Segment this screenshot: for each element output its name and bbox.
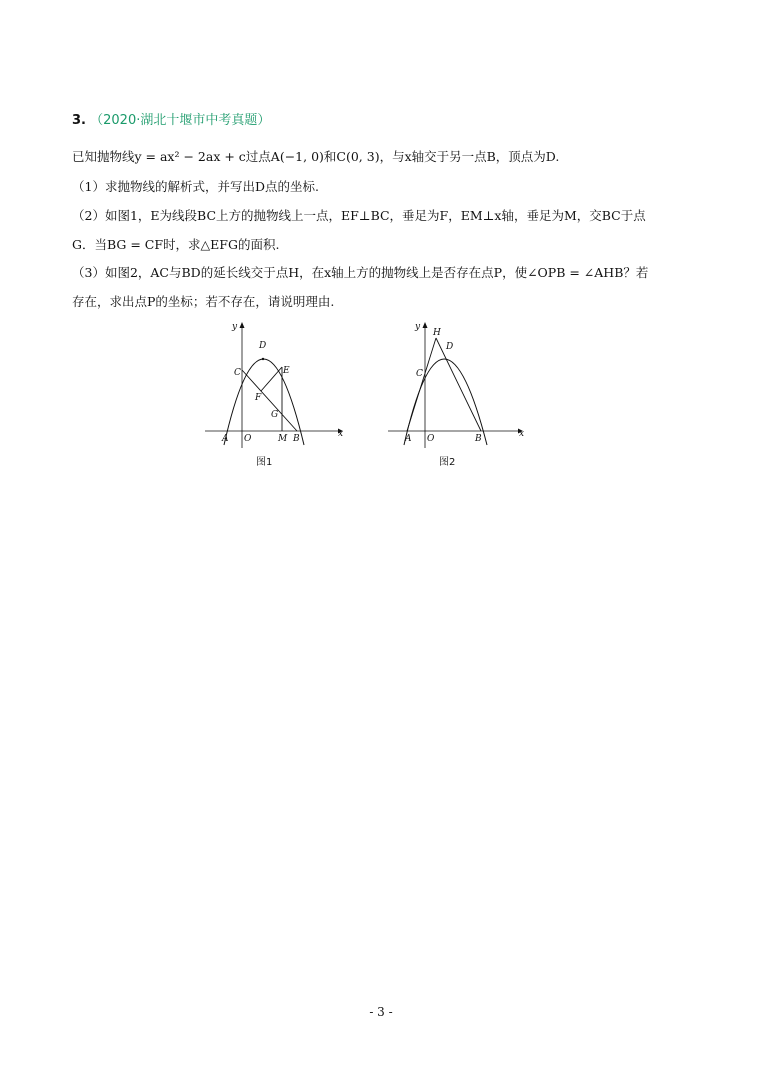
segment-ah xyxy=(407,338,436,431)
question-1: （1）求抛物线的解析式，并写出D点的坐标. xyxy=(72,179,319,194)
label-e: E xyxy=(283,366,290,376)
label-x: x xyxy=(338,429,344,439)
label-a: A xyxy=(405,434,412,444)
label-b: B xyxy=(475,434,482,444)
label-a: A xyxy=(222,434,229,444)
label-o: O xyxy=(244,434,252,444)
label-c: C xyxy=(234,368,241,378)
y-axis-arrow xyxy=(423,322,428,328)
label-x: x xyxy=(519,429,525,439)
page-number: - 3 - xyxy=(369,1005,393,1019)
label-o: O xyxy=(427,434,435,444)
label-y: y xyxy=(415,322,421,332)
figure-2-caption: 图2 xyxy=(439,457,456,468)
label-f: F xyxy=(255,393,262,403)
question-3-line-2: 存在，求出点P的坐标；若不存在，请说明理由. xyxy=(72,294,335,309)
y-axis-arrow xyxy=(240,322,245,328)
segment-ef xyxy=(261,367,282,391)
figure-2 xyxy=(383,318,533,448)
problem-number: 3. xyxy=(72,113,86,128)
problem-source: （2020·湖北十堰市中考真题） xyxy=(90,113,271,128)
label-y: y xyxy=(232,322,238,332)
problem-heading xyxy=(72,109,270,128)
figure-1 xyxy=(200,318,350,448)
segment-bc xyxy=(242,370,297,431)
question-2-line-2: G．当BG = CF时，求△EFG的面积. xyxy=(72,237,280,252)
question-3-line-1: （3）如图2，AC与BD的延长线交于点H，在x轴上方的抛物线上是否存在点P，使∠OPB = ∠AHB？若 xyxy=(72,265,649,280)
label-h: H xyxy=(433,328,441,338)
vertex-d-point xyxy=(262,358,264,360)
label-g: G xyxy=(271,410,279,420)
label-d: D xyxy=(259,341,267,351)
problem-intro: 已知抛物线y = ax² − 2ax + c过点A(−1, 0)和C(0, 3)，与x轴交于另一点B，顶点为D. xyxy=(72,149,560,164)
label-b: B xyxy=(293,434,300,444)
figure-1-caption: 图1 xyxy=(256,457,273,468)
question-2-line-1: （2）如图1，E为线段BC上方的抛物线上一点，EF⊥BC，垂足为F，EM⊥x轴，垂足为M，交BC于点 xyxy=(72,208,646,223)
segment-bh xyxy=(436,338,481,431)
label-d: D xyxy=(446,342,454,352)
label-m: M xyxy=(278,434,288,444)
label-c: C xyxy=(416,369,423,379)
